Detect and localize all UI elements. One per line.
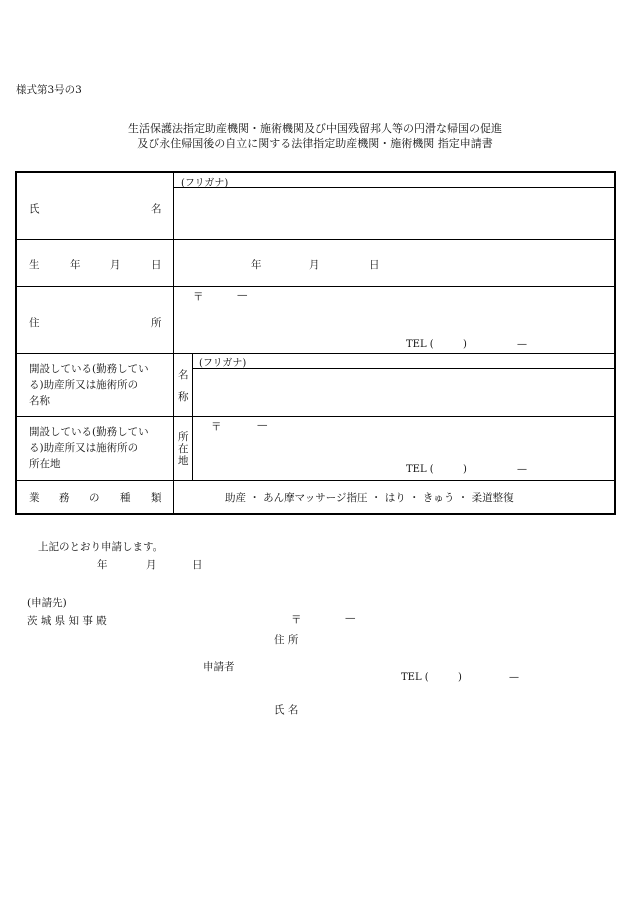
address-label-char2: 所 xyxy=(151,317,162,329)
applicant-tel-dash: — xyxy=(509,672,519,683)
location-postal-mark-icon: 〒 xyxy=(211,421,222,433)
row-divider xyxy=(17,353,614,354)
location-postal-dash: — xyxy=(257,419,268,431)
business-type-options[interactable]: 助産 ・ あん摩マッサージ指圧 ・ はり ・ きゅう ・ 柔道整復 xyxy=(225,492,514,504)
name-input-area[interactable] xyxy=(177,190,607,236)
row-divider xyxy=(17,239,614,240)
applicant-tel-close: ) xyxy=(458,672,462,683)
birth-label-char3: 月 xyxy=(110,259,121,271)
location-tel-label: TEL ( xyxy=(406,464,434,475)
birth-label-char1: 生 xyxy=(29,259,40,271)
applicant-name-label: 氏 名 xyxy=(274,704,299,716)
location-tel-dash: — xyxy=(517,464,527,475)
facility-name-label-line1: 開設している(勤務してい xyxy=(29,363,149,375)
form-title-line2: 及び永住帰国後の自立に関する法律指定助産機関・施術機関 指定申請書 xyxy=(137,137,493,150)
row-divider xyxy=(17,480,614,481)
facility-name-input-area[interactable] xyxy=(197,371,607,413)
postal-mark-icon: 〒 xyxy=(193,291,204,303)
statement-text: 上記のとおり申請します。 xyxy=(38,541,164,553)
birth-month-unit: 月 xyxy=(309,259,320,271)
facility-name-label-line3: 名称 xyxy=(29,395,50,407)
row-divider xyxy=(17,286,614,287)
facility-name-sub-label-char1: 名 xyxy=(178,369,189,381)
label-column-divider xyxy=(173,173,174,513)
address-label-char1: 住 xyxy=(29,317,40,329)
birth-year-unit: 年 xyxy=(251,259,262,271)
location-sub-label-char1: 所 xyxy=(178,431,189,443)
address-tel-label: TEL ( xyxy=(406,339,434,350)
address-tel-close: ) xyxy=(463,339,467,350)
applicant-postal-mark-icon: 〒 xyxy=(291,614,302,626)
address-tel-dash: — xyxy=(517,339,527,350)
facility-name-sub-label-char2: 称 xyxy=(178,391,189,403)
name-label-char2: 名 xyxy=(151,203,162,215)
date-month-unit: 月 xyxy=(146,559,157,571)
application-table xyxy=(15,171,616,515)
applicant-postal-dash: — xyxy=(345,612,356,624)
applicant-label: 申請者 xyxy=(203,661,235,673)
facility-name-label-line2: る)助産所又は施術所の xyxy=(29,379,139,391)
postal-dash: — xyxy=(237,289,248,301)
furigana-divider xyxy=(174,187,614,188)
location-sub-label-char2: 在 xyxy=(178,443,189,455)
birth-label-char4: 日 xyxy=(151,259,162,271)
facility-location-label-line2: る)助産所又は施術所の xyxy=(29,442,139,454)
business-label-char2: 務 xyxy=(59,492,70,504)
birth-label-char2: 年 xyxy=(70,259,81,271)
form-number: 様式第3号の3 xyxy=(16,84,82,96)
recipient-heading: (申請先) xyxy=(27,597,67,609)
name-label-char1: 氏 xyxy=(29,203,40,215)
name-furigana-label: (フリガナ) xyxy=(181,178,229,189)
facility-furigana-label: (フリガナ) xyxy=(199,358,247,369)
business-label-char4: 種 xyxy=(120,492,131,504)
form-title-line1: 生活保護法指定助産機関・施術機関及び中国残留邦人等の円滑な帰国の促進 xyxy=(128,122,502,135)
row-divider xyxy=(17,416,614,417)
birth-day-unit: 日 xyxy=(369,259,380,271)
furigana-divider xyxy=(193,368,614,369)
date-day-unit: 日 xyxy=(192,559,203,571)
location-tel-close: ) xyxy=(463,464,467,475)
applicant-tel-label: TEL ( xyxy=(401,672,429,683)
location-sub-label-char3: 地 xyxy=(178,455,189,467)
business-label-char3: の xyxy=(89,492,100,504)
business-label-char1: 業 xyxy=(29,492,40,504)
facility-location-label-line3: 所在地 xyxy=(29,458,61,470)
recipient-name: 茨 城 県 知 事 殿 xyxy=(27,615,107,627)
facility-location-label-line1: 開設している(勤務してい xyxy=(29,426,149,438)
business-label-char5: 類 xyxy=(151,492,162,504)
date-year-unit: 年 xyxy=(97,559,108,571)
applicant-address-label: 住 所 xyxy=(274,634,299,646)
